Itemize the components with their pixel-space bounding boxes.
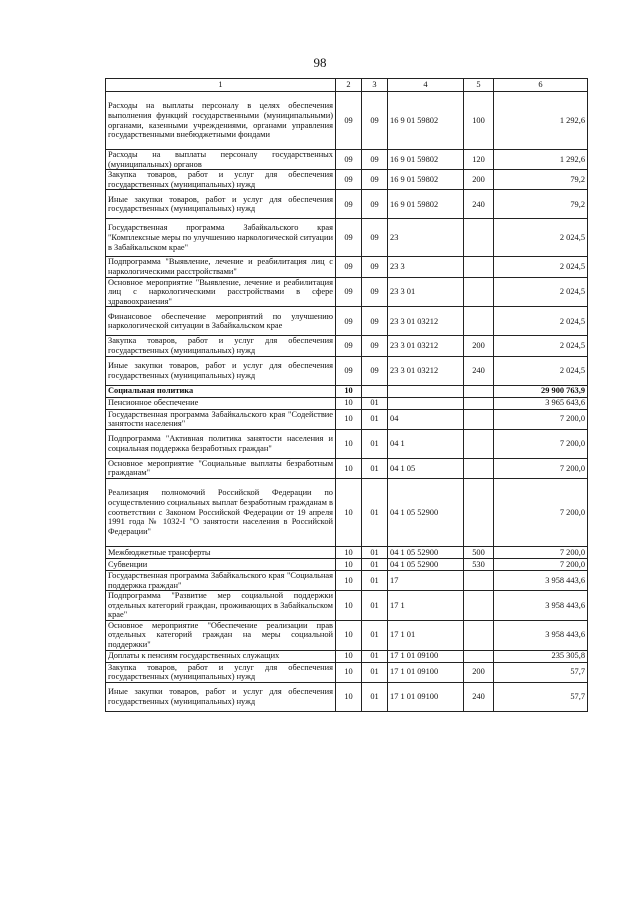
- subsection-code-cell: 01: [362, 570, 388, 590]
- section-code-cell: 09: [336, 277, 362, 307]
- target-code-cell: 17: [388, 570, 464, 590]
- table-row: [106, 558, 588, 570]
- row-name-cell: Подпрограмма "Выявление, лечение и реабилитация лиц с наркологическими расстройствами": [106, 257, 336, 277]
- table-row: [106, 546, 588, 558]
- table-row: [106, 682, 588, 711]
- expense-type-cell: 200: [464, 170, 494, 190]
- target-code-cell: 17 1 01: [388, 620, 464, 650]
- expense-type-cell: 200: [464, 662, 494, 682]
- page-number: 98: [313, 55, 327, 70]
- amount-cell: 79,2: [494, 190, 588, 219]
- subsection-code-cell: 01: [362, 591, 388, 621]
- row-name-cell: Иные закупки товаров, работ и услуг для обеспечения государственных (муниципальных) нужд: [106, 682, 336, 711]
- table-row: [106, 620, 588, 650]
- table-row: [106, 336, 588, 356]
- section-code-cell: 09: [336, 336, 362, 356]
- table-row: [106, 429, 588, 458]
- subsection-code-cell: 01: [362, 662, 388, 682]
- subsection-code-cell: 01: [362, 429, 388, 458]
- target-code-cell: 23 3 01 03212: [388, 336, 464, 356]
- subsection-code-cell: 01: [362, 650, 388, 662]
- budget-table: [105, 78, 588, 712]
- target-code-cell: 04 1 05 52900: [388, 558, 464, 570]
- row-name-cell: Основное мероприятие "Социальные выплаты безработным гражданам": [106, 458, 336, 478]
- expense-type-cell: [464, 397, 494, 409]
- row-name-cell: Доплаты к пенсиям государственных служащих: [106, 650, 336, 662]
- section-code-cell: 09: [336, 356, 362, 385]
- amount-cell: 57,7: [494, 682, 588, 711]
- amount-cell: 2 024,5: [494, 356, 588, 385]
- target-code-cell: 04 1 05 52900: [388, 478, 464, 546]
- expense-type-cell: [464, 307, 494, 336]
- table-row: [106, 397, 588, 409]
- row-name-cell: Пенсионное обеспечение: [106, 397, 336, 409]
- expense-type-cell: 120: [464, 150, 494, 170]
- amount-cell: 57,7: [494, 662, 588, 682]
- amount-cell: 3 958 443,6: [494, 620, 588, 650]
- table-row: [106, 385, 588, 397]
- target-code-cell: [388, 397, 464, 409]
- row-name-cell: Государственная программа Забайкальского края "Содействие занятости населения": [106, 409, 336, 429]
- expense-type-cell: 240: [464, 682, 494, 711]
- header-col-3: 3: [362, 79, 388, 92]
- subsection-code-cell: 01: [362, 478, 388, 546]
- table-row: [106, 458, 588, 478]
- header-row: [106, 79, 588, 92]
- section-code-cell: 10: [336, 546, 362, 558]
- table-row: [106, 190, 588, 219]
- subsection-code-cell: 01: [362, 620, 388, 650]
- amount-cell: 3 958 443,6: [494, 591, 588, 621]
- subsection-code-cell: 09: [362, 356, 388, 385]
- target-code-cell: 17 1 01 09100: [388, 650, 464, 662]
- amount-cell: 3 965 643,6: [494, 397, 588, 409]
- row-name-cell: Основное мероприятие "Выявление, лечение и реабилитация лиц с наркологическими расстройствами в сфере здравоохранения": [106, 277, 336, 307]
- amount-cell: 79,2: [494, 170, 588, 190]
- section-code-cell: 09: [336, 257, 362, 277]
- target-code-cell: 16 9 01 59802: [388, 190, 464, 219]
- section-code-cell: 10: [336, 682, 362, 711]
- expense-type-cell: [464, 478, 494, 546]
- target-code-cell: 04: [388, 409, 464, 429]
- section-code-cell: 10: [336, 650, 362, 662]
- target-code-cell: 04 1 05 52900: [388, 546, 464, 558]
- section-code-cell: 09: [336, 219, 362, 257]
- subsection-code-cell: 01: [362, 458, 388, 478]
- expense-type-cell: [464, 409, 494, 429]
- row-name-cell: Основное мероприятие "Обеспечение реализации прав отдельных категорий граждан на меры социальной поддержки": [106, 620, 336, 650]
- header-col-5: 5: [464, 79, 494, 92]
- table-row: [106, 219, 588, 257]
- section-code-cell: 10: [336, 591, 362, 621]
- row-name-cell: Иные закупки товаров, работ и услуг для обеспечения государственных (муниципальных) нужд: [106, 190, 336, 219]
- target-code-cell: 16 9 01 59802: [388, 170, 464, 190]
- target-code-cell: 04 1 05: [388, 458, 464, 478]
- subsection-code-cell: 09: [362, 190, 388, 219]
- subsection-code-cell: 01: [362, 546, 388, 558]
- target-code-cell: 16 9 01 59802: [388, 92, 464, 150]
- amount-cell: 3 958 443,6: [494, 570, 588, 590]
- target-code-cell: 17 1: [388, 591, 464, 621]
- row-name-cell: Закупка товаров, работ и услуг для обеспечения государственных (муниципальных) нужд: [106, 170, 336, 190]
- header-col-1: 1: [106, 79, 336, 92]
- expense-type-cell: [464, 591, 494, 621]
- section-code-cell: 09: [336, 170, 362, 190]
- header-col-2: 2: [336, 79, 362, 92]
- expense-type-cell: [464, 570, 494, 590]
- target-code-cell: 23 3 01: [388, 277, 464, 307]
- row-name-cell: Субвенции: [106, 558, 336, 570]
- row-name-cell: Межбюджетные трансферты: [106, 546, 336, 558]
- expense-type-cell: 200: [464, 336, 494, 356]
- expense-type-cell: [464, 429, 494, 458]
- subsection-code-cell: 09: [362, 336, 388, 356]
- target-code-cell: 04 1: [388, 429, 464, 458]
- subsection-code-cell: 01: [362, 397, 388, 409]
- row-name-cell: Государственная программа Забайкальского края "Социальная поддержка граждан": [106, 570, 336, 590]
- amount-cell: 7 200,0: [494, 458, 588, 478]
- subsection-code-cell: 01: [362, 558, 388, 570]
- amount-cell: 7 200,0: [494, 558, 588, 570]
- expense-type-cell: [464, 277, 494, 307]
- target-code-cell: 23 3 01 03212: [388, 307, 464, 336]
- table-row: [106, 150, 588, 170]
- subsection-code-cell: 09: [362, 219, 388, 257]
- expense-type-cell: 240: [464, 190, 494, 219]
- subsection-code-cell: 01: [362, 682, 388, 711]
- row-name-cell: Финансовое обеспечение мероприятий по улучшению наркологической ситуации в Забайкальском крае: [106, 307, 336, 336]
- expense-type-cell: [464, 620, 494, 650]
- subsection-code-cell: 01: [362, 409, 388, 429]
- amount-cell: 7 200,0: [494, 429, 588, 458]
- table-row: [106, 478, 588, 546]
- section-code-cell: 10: [336, 385, 362, 397]
- amount-cell: 7 200,0: [494, 409, 588, 429]
- subsection-code-cell: 09: [362, 257, 388, 277]
- expense-type-cell: [464, 650, 494, 662]
- section-code-cell: 10: [336, 429, 362, 458]
- section-code-cell: 09: [336, 92, 362, 150]
- table-row: [106, 409, 588, 429]
- table-row: [106, 257, 588, 277]
- amount-cell: 2 024,5: [494, 219, 588, 257]
- subsection-code-cell: 09: [362, 307, 388, 336]
- table-row: [106, 170, 588, 190]
- section-code-cell: 10: [336, 409, 362, 429]
- table-row: [106, 277, 588, 307]
- amount-cell: 7 200,0: [494, 478, 588, 546]
- table-row: [106, 662, 588, 682]
- expense-type-cell: [464, 219, 494, 257]
- subsection-code-cell: 09: [362, 277, 388, 307]
- amount-cell: 2 024,5: [494, 307, 588, 336]
- section-code-cell: 10: [336, 458, 362, 478]
- row-name-cell: Государственная программа Забайкальского края "Комплексные меры по улучшению наркологической ситуации в Забайкальском крае": [106, 219, 336, 257]
- target-code-cell: [388, 385, 464, 397]
- table-body: [106, 92, 588, 712]
- amount-cell: 2 024,5: [494, 257, 588, 277]
- row-name-cell: Подпрограмма "Активная политика занятости населения и социальная поддержка безработных граждан": [106, 429, 336, 458]
- expense-type-cell: [464, 385, 494, 397]
- amount-cell: 7 200,0: [494, 546, 588, 558]
- section-code-cell: 10: [336, 662, 362, 682]
- expense-type-cell: 100: [464, 92, 494, 150]
- amount-cell: 2 024,5: [494, 336, 588, 356]
- row-name-cell: Расходы на выплаты персоналу государственных (муниципальных) органов: [106, 150, 336, 170]
- section-code-cell: 09: [336, 307, 362, 336]
- table-row: [106, 92, 588, 150]
- amount-cell: 29 900 763,9: [494, 385, 588, 397]
- amount-cell: 1 292,6: [494, 92, 588, 150]
- table-row: [106, 650, 588, 662]
- target-code-cell: 23 3 01 03212: [388, 356, 464, 385]
- amount-cell: 1 292,6: [494, 150, 588, 170]
- row-name-cell: Расходы на выплаты персоналу в целях обеспечения выполнения функций государственными (муниципальными) органами, казенными учреждениями, органами управления государственными внебюджетными фондами: [106, 92, 336, 150]
- target-code-cell: 17 1 01 09100: [388, 662, 464, 682]
- row-name-cell: Подпрограмма "Развитие мер социальной поддержки отдельных категорий граждан, проживающих в Забайкальском крае": [106, 591, 336, 621]
- subsection-code-cell: 09: [362, 92, 388, 150]
- section-code-cell: 09: [336, 150, 362, 170]
- expense-type-cell: 240: [464, 356, 494, 385]
- table-row: [106, 356, 588, 385]
- section-code-cell: 10: [336, 620, 362, 650]
- subsection-code-cell: 09: [362, 150, 388, 170]
- header-col-6: 6: [494, 79, 588, 92]
- expense-type-cell: 500: [464, 546, 494, 558]
- expense-type-cell: 530: [464, 558, 494, 570]
- target-code-cell: 16 9 01 59802: [388, 150, 464, 170]
- row-name-cell: Социальная политика: [106, 385, 336, 397]
- target-code-cell: 17 1 01 09100: [388, 682, 464, 711]
- subsection-code-cell: [362, 385, 388, 397]
- section-code-cell: 09: [336, 190, 362, 219]
- row-name-cell: Реализация полномочий Российской Федерации по осуществлению социальных выплат безработным гражданам в соответствии с Законом Российской Федерации от 19 апреля 1991 года № 1032-I "О занятости населения в Российской Федерации": [106, 478, 336, 546]
- header-col-4: 4: [388, 79, 464, 92]
- target-code-cell: 23: [388, 219, 464, 257]
- expense-type-cell: [464, 458, 494, 478]
- table-row: [106, 591, 588, 621]
- row-name-cell: Закупка товаров, работ и услуг для обеспечения государственных (муниципальных) нужд: [106, 662, 336, 682]
- section-code-cell: 10: [336, 478, 362, 546]
- table-row: [106, 307, 588, 336]
- section-code-cell: 10: [336, 397, 362, 409]
- amount-cell: 2 024,5: [494, 277, 588, 307]
- row-name-cell: Иные закупки товаров, работ и услуг для обеспечения государственных (муниципальных) нужд: [106, 356, 336, 385]
- target-code-cell: 23 3: [388, 257, 464, 277]
- row-name-cell: Закупка товаров, работ и услуг для обеспечения государственных (муниципальных) нужд: [106, 336, 336, 356]
- subsection-code-cell: 09: [362, 170, 388, 190]
- table-row: [106, 570, 588, 590]
- expense-type-cell: [464, 257, 494, 277]
- amount-cell: 235 305,8: [494, 650, 588, 662]
- section-code-cell: 10: [336, 570, 362, 590]
- section-code-cell: 10: [336, 558, 362, 570]
